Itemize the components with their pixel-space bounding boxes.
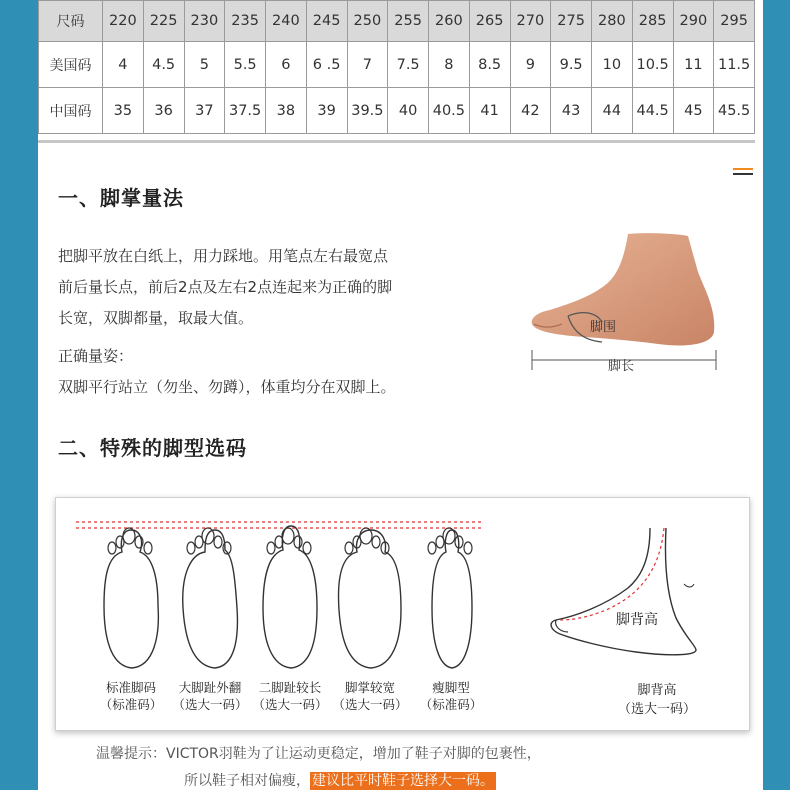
row-header: 尺码: [39, 1, 103, 42]
foot-type-name: 标准脚码: [105, 680, 156, 695]
side-foot-image: [546, 528, 726, 658]
table-row: [39, 1, 755, 42]
instep-label: [612, 679, 702, 717]
instep-name: 脚背高: [637, 683, 677, 698]
table-cell: 44: [592, 88, 633, 134]
table-cell: 5: [184, 42, 225, 88]
table-cell: 37: [184, 88, 225, 134]
foot-type-name: 大脚趾外翻: [178, 680, 242, 695]
foot-type-advice: （选大一码）: [172, 697, 248, 712]
measure-instructions: [58, 241, 498, 334]
menu-icon[interactable]: [733, 168, 753, 180]
table-row: [39, 88, 755, 134]
size-table: [38, 0, 755, 134]
instruction-line: 长宽，双脚都量，取最大值。: [58, 309, 254, 327]
table-cell: 42: [510, 88, 551, 134]
foot-type-name: 瘦脚型: [432, 680, 470, 695]
section-title-measure: 一、脚掌量法: [58, 186, 184, 210]
instep-inner-label: 脚背高: [616, 612, 658, 628]
girth-label: 脚围: [590, 320, 617, 335]
foot-type-label: [403, 679, 499, 713]
tip-line-1: 温馨提示：VICTOR羽鞋为了让运动更稳定，增加了鞋子对脚的包裹性，: [96, 746, 541, 762]
table-cell: 280: [592, 1, 633, 42]
table-cell: 44.5: [632, 88, 673, 134]
table-cell: 250: [347, 1, 388, 42]
table-cell: 290: [673, 1, 714, 42]
table-cell: 9: [510, 42, 551, 88]
instruction-line: 前后量长点，前后2点及左右2点连起来为正确的脚: [58, 278, 393, 296]
table-cell: 260: [429, 1, 470, 42]
table-cell: 7.5: [388, 42, 429, 88]
table-cell: 43: [551, 88, 592, 134]
tip-line-2: [184, 770, 496, 790]
table-cell: 8: [429, 42, 470, 88]
foot-type-advice: （标准码）: [99, 697, 163, 712]
table-cell: 270: [510, 1, 551, 42]
table-cell: 39.5: [347, 88, 388, 134]
table-cell: 4.5: [143, 42, 184, 88]
table-cell: 36: [143, 88, 184, 134]
right-border: [763, 0, 790, 790]
table-cell: 5.5: [225, 42, 266, 88]
section-title-special: 二、特殊的脚型选码: [58, 436, 247, 460]
table-row: [39, 42, 755, 88]
row-header: 美国码: [39, 42, 103, 88]
posture-text: 双脚平行站立（勿坐、勿蹲），体重均分在双脚上。: [58, 378, 396, 396]
left-border: [0, 0, 38, 790]
foot-type-name: 二脚趾较长: [258, 680, 322, 695]
table-cell: 295: [714, 1, 755, 42]
table-cell: 220: [103, 1, 144, 42]
table-cell: 41: [469, 88, 510, 134]
table-cell: 230: [184, 1, 225, 42]
foot-type-advice: （选大一码）: [332, 697, 408, 712]
foot-outline-4: [335, 516, 405, 676]
table-cell: 37.5: [225, 88, 266, 134]
foot-outline-5: [416, 516, 486, 676]
instruction-line: 把脚平放在白纸上，用力踩地。用笔点左右最宽点: [58, 247, 389, 265]
table-cell: 40.5: [429, 88, 470, 134]
table-cell: 6 .5: [306, 42, 347, 88]
table-cell: 4: [103, 42, 144, 88]
table-cell: 40: [388, 88, 429, 134]
foot-type-advice: （标准码）: [419, 697, 483, 712]
foot-outline-3: [255, 516, 325, 676]
table-cell: 45: [673, 88, 714, 134]
foot-type-name: 脚掌较宽: [344, 680, 395, 695]
table-cell: 10.5: [632, 42, 673, 88]
table-cell: 285: [632, 1, 673, 42]
table-cell: 225: [143, 1, 184, 42]
table-cell: 35: [103, 88, 144, 134]
foot-outline-1: [96, 516, 166, 676]
table-cell: 11: [673, 42, 714, 88]
table-cell: 6: [266, 42, 307, 88]
tip-highlight: 建议比平时鞋子选择大一码。: [312, 773, 494, 789]
table-cell: 265: [469, 1, 510, 42]
posture-title: 正确量姿：: [58, 347, 134, 365]
table-cell: 10: [592, 42, 633, 88]
table-cell: 45.5: [714, 88, 755, 134]
table-cell: 235: [225, 1, 266, 42]
table-divider: [38, 140, 755, 143]
row-header: 中国码: [39, 88, 103, 134]
table-cell: 7: [347, 42, 388, 88]
foot-type-advice: （选大一码）: [252, 697, 328, 712]
table-cell: 275: [551, 1, 592, 42]
table-cell: 255: [388, 1, 429, 42]
table-cell: 245: [306, 1, 347, 42]
length-label: 脚长: [608, 359, 635, 374]
table-cell: 11.5: [714, 42, 755, 88]
table-cell: 39: [306, 88, 347, 134]
table-cell: 240: [266, 1, 307, 42]
tip-plain: 所以鞋子相对偏瘦，: [184, 773, 310, 789]
foot-measure-image: [528, 232, 722, 376]
foot-type-diagram: [55, 497, 750, 731]
table-cell: 8.5: [469, 42, 510, 88]
table-cell: 9.5: [551, 42, 592, 88]
instep-advice: （选大一码）: [617, 702, 696, 717]
foot-outline-2: [175, 516, 245, 676]
table-cell: 38: [266, 88, 307, 134]
